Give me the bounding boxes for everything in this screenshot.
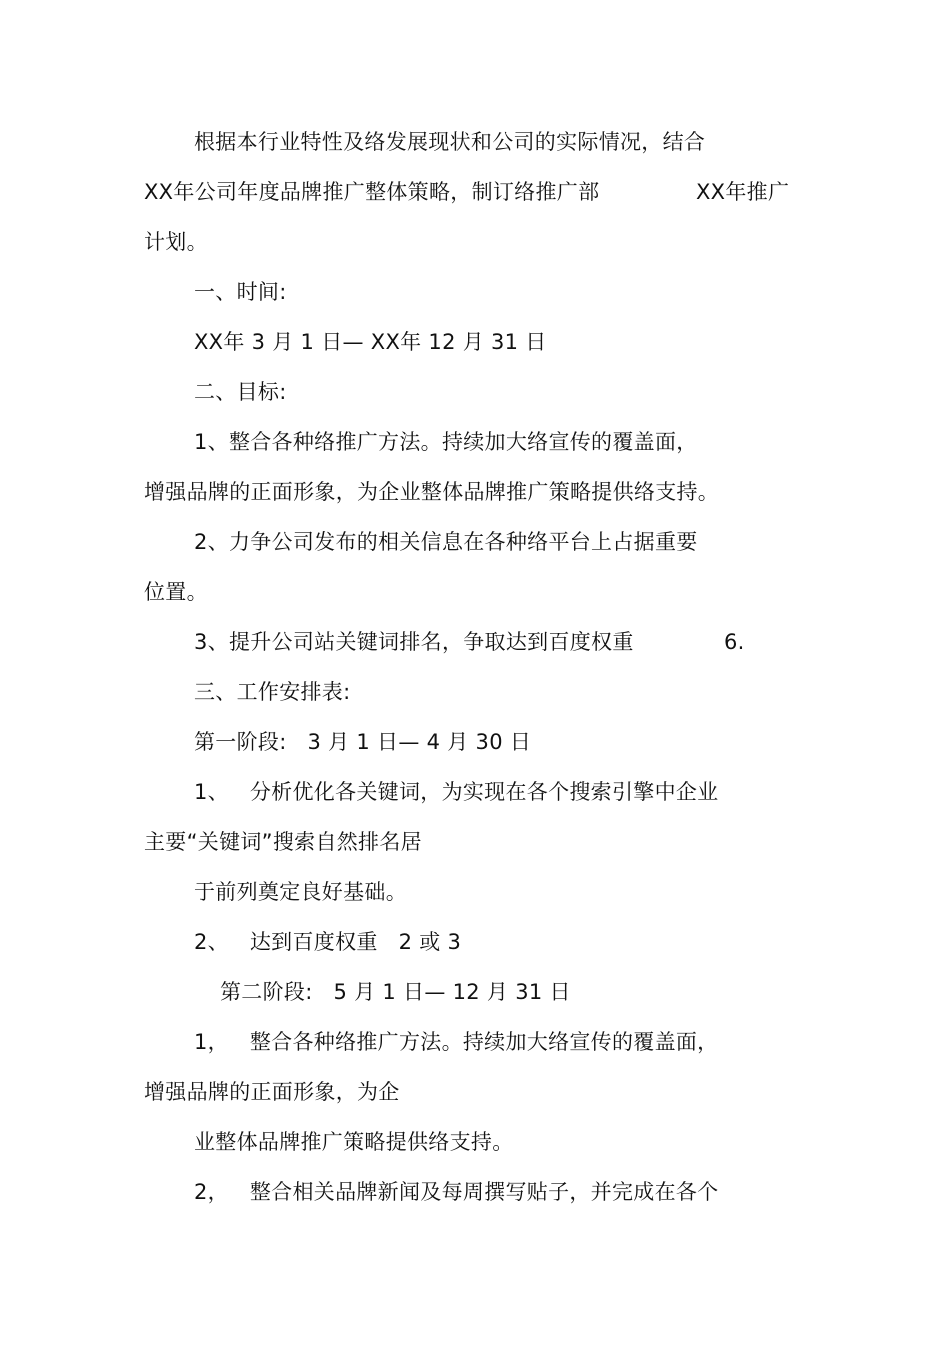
list-item: 1， 整合各种络推广方法。持续加大络宣传的覆盖面， bbox=[194, 1030, 719, 1054]
list-item: 2、力争公司发布的相关信息在各种络平台上占据重要 bbox=[194, 530, 698, 554]
paragraph-line: 根据本行业特性及络发展现状和公司的实际情况，结合 bbox=[194, 130, 706, 154]
paragraph-line: 主要“关键词”搜索自然排名居 bbox=[144, 830, 422, 854]
paragraph-line: 6. bbox=[724, 630, 745, 654]
list-item: 2、 达到百度权重 2 或 3 bbox=[194, 930, 462, 954]
paragraph-line: 增强品牌的正面形象，为企 bbox=[144, 1080, 400, 1104]
paragraph-line: 计划。 bbox=[144, 230, 208, 254]
paragraph-line: 业整体品牌推广策略提供络支持。 bbox=[194, 1130, 514, 1154]
paragraph-line: 位置。 bbox=[144, 580, 208, 604]
paragraph-line: 于前列奠定良好基础。 bbox=[194, 880, 407, 904]
list-item: 2， 整合相关品牌新闻及每周撰写贴子，并完成在各个 bbox=[194, 1180, 719, 1204]
section-heading: 二、目标: bbox=[194, 380, 287, 404]
list-item: 3、提升公司站关键词排名，争取达到百度权重 bbox=[194, 630, 634, 654]
paragraph-line: XX年推广 bbox=[696, 180, 790, 204]
paragraph-line: XX年公司年度品牌推广整体策略，制订络推广部 bbox=[144, 180, 600, 204]
section-heading: 三、工作安排表: bbox=[194, 680, 351, 704]
list-item: 1、 分析优化各关键词，为实现在各个搜索引擎中企业 bbox=[194, 780, 719, 804]
phase-heading: 第二阶段: 5 月 1 日— 12 月 31 日 bbox=[220, 980, 571, 1004]
section-heading: 一、时间: bbox=[194, 280, 287, 304]
list-item: 1、整合各种络推广方法。持续加大络宣传的覆盖面， bbox=[194, 430, 698, 454]
phase-heading: 第一阶段: 3 月 1 日— 4 月 30 日 bbox=[194, 730, 532, 754]
paragraph-line: 增强品牌的正面形象，为企业整体品牌推广策略提供络支持。 bbox=[144, 480, 720, 504]
paragraph-line: XX年 3 月 1 日— XX年 12 月 31 日 bbox=[194, 330, 547, 354]
